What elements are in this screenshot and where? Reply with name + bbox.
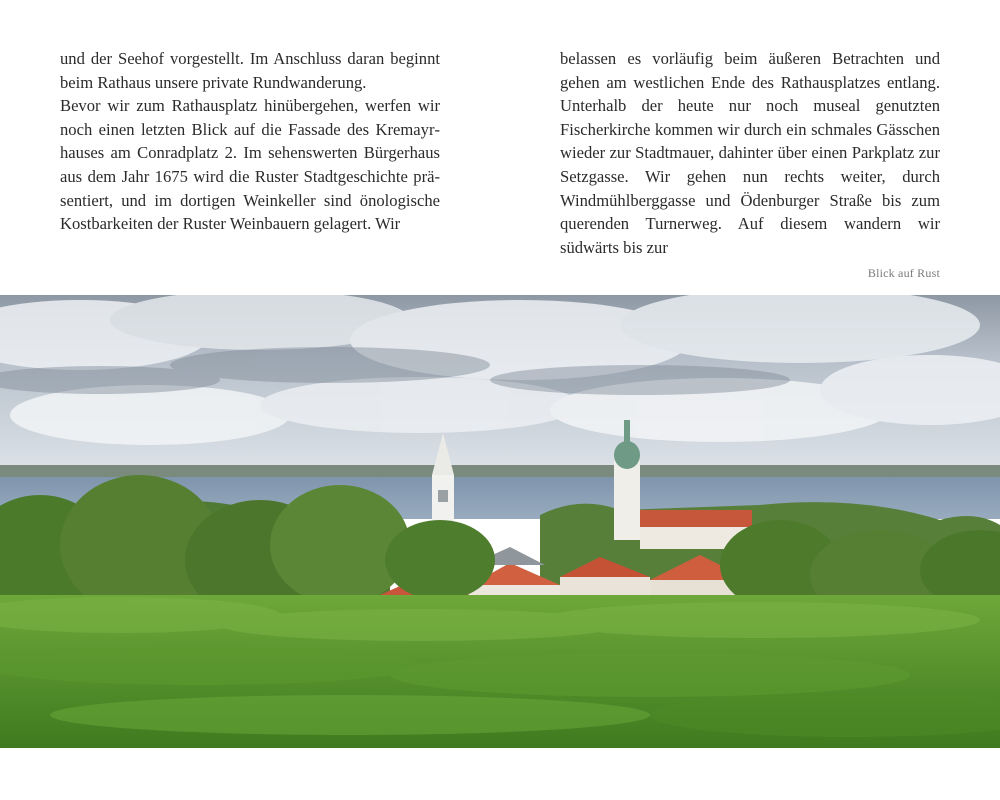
photo-caption: Blick auf Rust (867, 266, 940, 280)
paragraph: Bevor wir zum Rathausplatz hinübergehen, werfen wir noch einen letzten Blick auf die Fassade des Kremayrhauses am Conradplatz 2. Im sehenswerten Bürgerhaus aus dem Jahr 1675 wird die Ruster Stadtgeschichte präsentiert, und im dortigen Weinkeller sind önologische Kostbarkeiten der Ruster Weinbauern gelagert. Wir (60, 96, 440, 234)
landscape-photo (0, 295, 1000, 748)
far-shore (0, 465, 1000, 477)
paragraph: belassen es vorläufig beim äußeren Betrachten und gehen am westlichen Ende des Rathausplatzes entlang. Unterhalb der heute nur noch museal genutzten Fischerkirche kommen wir durch ein schmales Gässchen wieder zur Stadtmauer, dahinter über einen Parkplatz zur Setzgasse. Wir gehen nun rechts weiter, durch Windmühlberggasse und Ödenburger Straße bis zum querenden Turnerweg. Auf diesem wandern wir südwärts bis zur (560, 49, 940, 257)
right-text-column (560, 47, 940, 259)
left-text-column (60, 47, 440, 236)
vine-rows (0, 597, 1000, 737)
paragraph: und der Seehof vorgestellt. Im Anschluss daran beginnt beim Rathaus unsere private Rundwanderung. (60, 49, 440, 92)
